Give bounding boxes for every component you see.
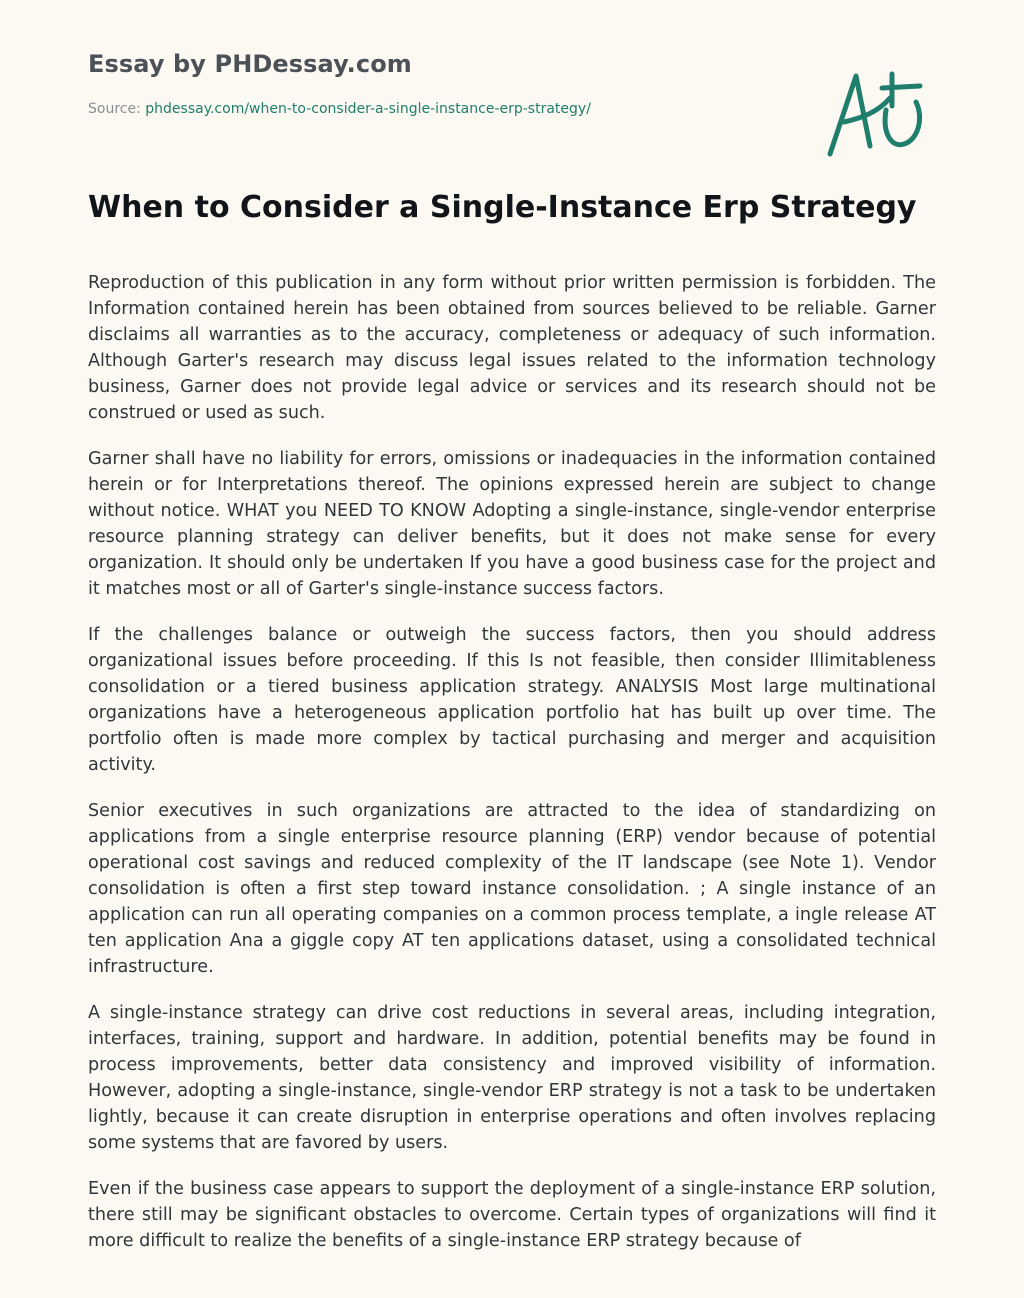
source-label: Source: xyxy=(88,101,146,117)
source-line xyxy=(88,101,591,117)
essay-paragraph: Even if the business case appears to support the deployment of a single-instance ERP solution, there still may be significant obstacles to overcome. Certain types of organizations will find it more difficult to realize the benefits of a single-instance ERP strategy because of xyxy=(88,1179,936,1251)
a-plus-logo-icon xyxy=(820,62,932,162)
essay-paragraph: A single-instance strategy can drive cost reductions in several areas, including integration, interfaces, training, support and hardware. In addition, potential benefits may be found in process improvements, better data consistency and improved visibility of information. However, adopting a single-instance, single-vendor ERP strategy is not a task to be undertaken lightly, because it can create disruption in enterprise operations and often involves replacing some systems that are favored by users. xyxy=(88,1003,936,1153)
site-brand[interactable]: Essay by PHDessay.com xyxy=(88,50,412,78)
source-link[interactable]: phdessay.com/when-to-consider-a-single-instance-erp-strategy/ xyxy=(145,101,591,117)
essay-body xyxy=(88,270,936,1274)
essay-paragraph: Garner shall have no liability for errors, omissions or inadequacies in the information contained herein or for Interpretations thereof. The opinions expressed herein are subject to change without notice. WHAT you NEED TO KNOW Adopting a single-instance, single-vendor enterprise resource planning strategy can deliver benefits, but it does not make sense for every organization. It should only be undertaken If you have a good business case for the project and it matches most or all of Garter's single-instance success factors. xyxy=(88,449,936,599)
essay-paragraph: If the challenges balance or outweigh the success factors, then you should address organizational issues before proceeding. If this Is not feasible, then consider Illimitableness consolidation or a tiered business application strategy. ANALYSIS Most large multinational organizations have a heterogeneous application portfolio hat has built up over time. The portfolio often is made more complex by tactical purchasing and merger and acquisition activity. xyxy=(88,625,936,775)
essay-paragraph: Senior executives in such organizations are attracted to the idea of standardizing on applications from a single enterprise resource planning (ERP) vendor because of potential operational cost savings and reduced complexity of the IT landscape (see Note 1). Vendor consolidation is often a first step toward instance consolidation. ; A single instance of an application can run all operating companies on a common process template, a ingle release AT ten application Ana a giggle copy AT ten applications dataset, using a consolidated technical infrastructure. xyxy=(88,801,936,977)
essay-paragraph: Reproduction of this publication in any form without prior written permission is forbidden. The Information contained herein has been obtained from sources believed to be reliable. Garner disclaims all warranties as to the accuracy, completeness or adequacy of such information. Although Garter's research may discuss legal issues related to the information technology business, Garner does not provide legal advice or services and its research should not be construed or used as such. xyxy=(88,273,936,423)
essay-title: When to Consider a Single-Instance Erp Strategy xyxy=(88,190,917,225)
